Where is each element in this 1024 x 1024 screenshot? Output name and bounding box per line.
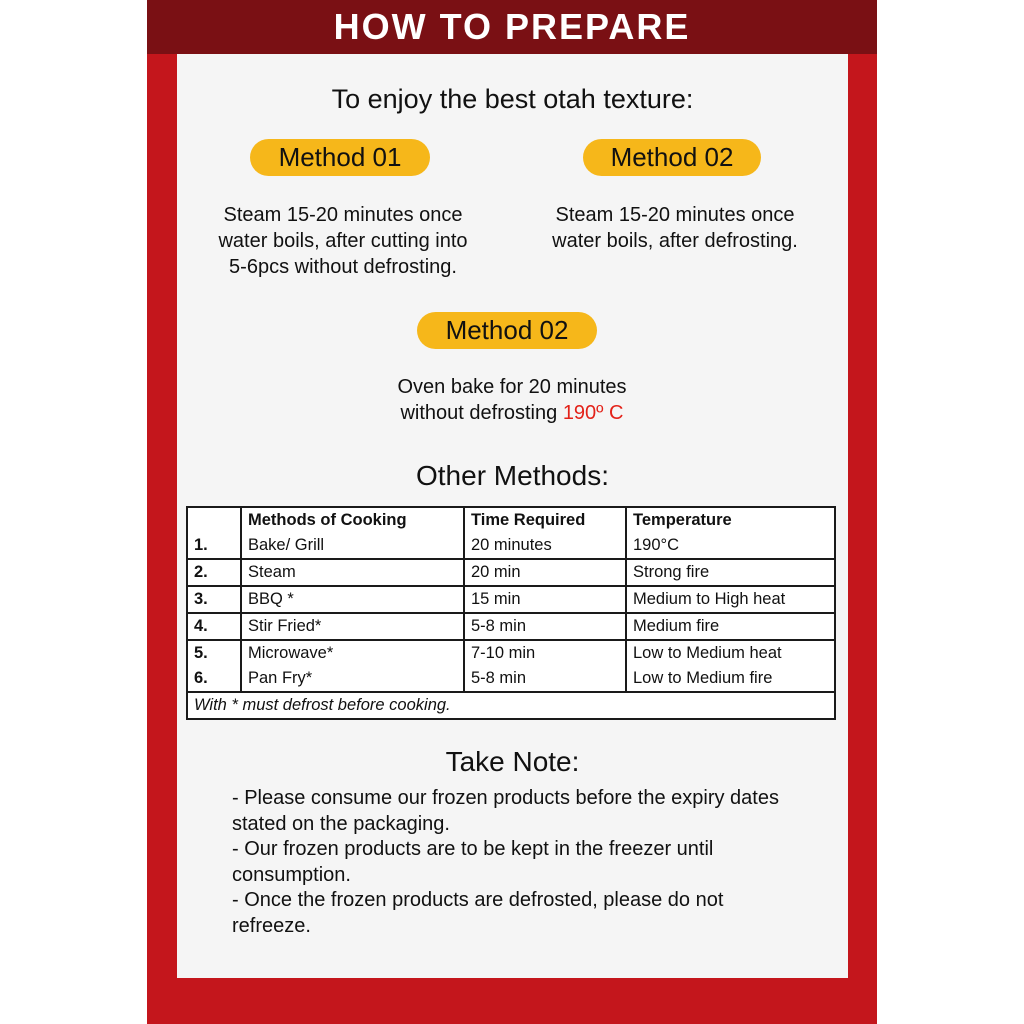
header-temperature: Temperature: [626, 507, 835, 533]
row-number: 4.: [187, 613, 241, 640]
other-methods-title: Other Methods:: [416, 460, 609, 491]
table-footnote-row: [187, 692, 835, 719]
temperature-cell: Medium fire: [626, 613, 835, 640]
method-01-line-2: water boils, after cutting into: [218, 230, 468, 252]
note-item: - Once the frozen products are defrosted, please do not refreeze.: [232, 889, 724, 937]
method-cell: Stir Fried*: [241, 613, 464, 640]
method-cell: BBQ *: [241, 586, 464, 613]
method-cell: Pan Fry*: [241, 666, 464, 692]
table-row-1: [187, 507, 835, 533]
method-oven-description: [330, 374, 694, 426]
table-row: [187, 640, 835, 666]
row-number: 2.: [187, 559, 241, 586]
row-number: 6.: [187, 666, 241, 692]
time-cell: 7-10 min: [464, 640, 626, 666]
header-time: Time Required: [464, 507, 626, 533]
temperature-cell: Medium to High heat: [626, 586, 835, 613]
intro-heading: To enjoy the best otah texture:: [331, 84, 694, 114]
table-footnote: With * must defrost before cooking.: [187, 692, 835, 719]
method-02-description: [522, 202, 828, 254]
method-cell: Microwave*: [241, 640, 464, 666]
table-row: [187, 666, 835, 692]
method-01-line-1: Steam 15-20 minutes once: [223, 204, 463, 226]
method-01-badge: Method 01: [250, 139, 430, 176]
method-oven-badge: Method 02: [417, 312, 597, 349]
time-cell: 5-8 min: [464, 666, 626, 692]
note-item: - Please consume our frozen products before the expiry dates stated on the packaging.: [232, 787, 779, 835]
row-number: 3.: [187, 586, 241, 613]
method-cell: Steam: [241, 559, 464, 586]
method-oven-line-2-text: without defrosting: [400, 402, 563, 424]
method-oven-line-2: [330, 400, 694, 426]
table-row: [187, 586, 835, 613]
table-row: [187, 533, 835, 559]
header-methods: Methods of Cooking: [241, 507, 464, 533]
table-row: [187, 559, 835, 586]
method-01-description: [190, 202, 496, 280]
time-cell: 20 min: [464, 559, 626, 586]
method-02-badge: Method 02: [583, 139, 761, 176]
time-cell: 5-8 min: [464, 613, 626, 640]
note-item: - Our frozen products are to be kept in the freezer until consumption.: [232, 838, 714, 886]
table-row: [187, 613, 835, 640]
cooking-methods-table: [186, 506, 836, 720]
row-number: 1.: [187, 507, 241, 559]
time-cell: 20 minutes: [464, 533, 626, 559]
temperature-cell: Low to Medium fire: [626, 666, 835, 692]
method-oven-line-1: Oven bake for 20 minutes: [397, 376, 627, 398]
page-title: HOW TO PREPARE: [333, 6, 691, 47]
temperature-cell: Strong fire: [626, 559, 835, 586]
method-cell: Bake/ Grill: [241, 533, 464, 559]
oven-temperature: 190º C: [562, 402, 624, 424]
take-note-list: [232, 786, 792, 939]
temperature-cell: 190°C: [626, 533, 835, 559]
method-02-line-1: Steam 15-20 minutes once: [555, 204, 795, 226]
method-02-line-2: water boils, after defrosting.: [552, 230, 798, 252]
temperature-cell: Low to Medium heat: [626, 640, 835, 666]
method-01-line-3: 5-6pcs without defrosting.: [229, 256, 457, 278]
time-cell: 15 min: [464, 586, 626, 613]
take-note-title: Take Note:: [445, 746, 580, 777]
row-number: 5.: [187, 640, 241, 666]
